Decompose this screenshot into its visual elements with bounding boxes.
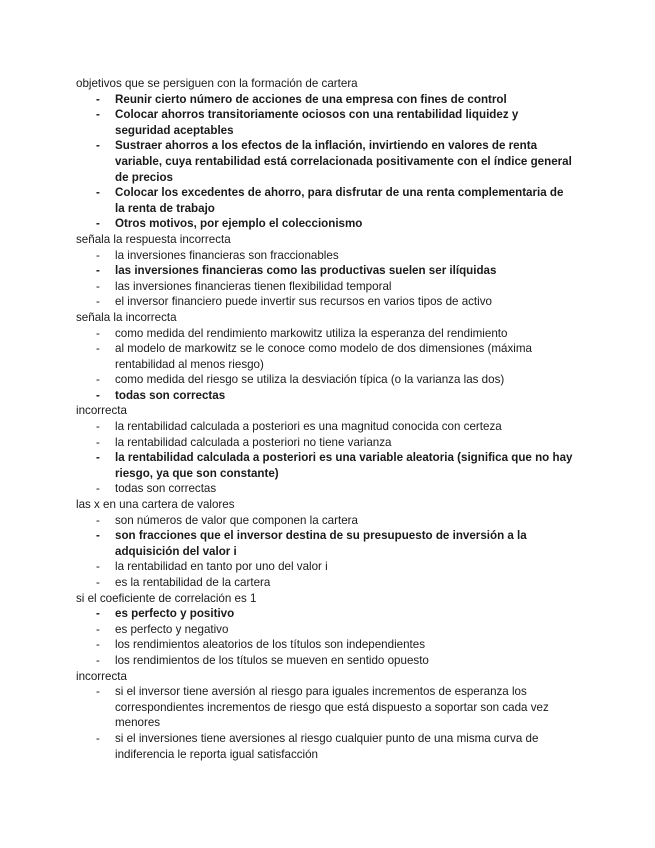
list-item-text: todas son correctas: [115, 482, 217, 496]
dash-bullet-icon: -: [96, 451, 100, 465]
list-item: [76, 248, 576, 264]
list-item: [76, 419, 576, 435]
dash-bullet-icon: -: [96, 435, 100, 449]
dash-bullet-icon: -: [96, 108, 100, 122]
dash-bullet-icon: -: [96, 607, 100, 621]
dash-bullet-icon: -: [96, 264, 100, 278]
list-item: [76, 513, 576, 529]
list-item-text: es perfecto y positivo: [115, 607, 235, 621]
list-item: [76, 294, 576, 310]
dash-bullet-icon: -: [96, 731, 100, 745]
dash-bullet-icon: -: [96, 513, 100, 527]
list-item-text: Reunir cierto número de acciones de una empresa con fines de control: [115, 92, 507, 106]
list-item-text: las inversiones financieras como las productivas suelen ser ilíquidas: [115, 264, 497, 278]
list-item-text: las inversiones financieras tienen flexibilidad temporal: [115, 279, 392, 293]
list-item-text: son fracciones que el inversor destina de su presupuesto de inversión a la adquisición del valor i: [115, 529, 527, 558]
answer-list: [76, 326, 576, 404]
list-item: [76, 622, 576, 638]
dash-bullet-icon: -: [96, 388, 100, 402]
answer-list: [76, 248, 576, 310]
dash-bullet-icon: -: [96, 186, 100, 200]
document-content: [76, 76, 576, 762]
dash-bullet-icon: -: [96, 373, 100, 387]
list-item-text: es la rentabilidad de la cartera: [115, 576, 271, 589]
section-heading: señala la respuesta incorrecta: [76, 232, 231, 246]
answer-list: [76, 419, 576, 497]
list-item: [76, 731, 576, 762]
section-heading: incorrecta: [76, 669, 127, 683]
list-item-selected-answer: [76, 185, 576, 216]
list-item-selected-answer: [76, 92, 576, 108]
list-item: [76, 575, 576, 591]
dash-bullet-icon: -: [96, 482, 100, 496]
list-item-text: Sustraer ahorros a los efectos de la inflación, invirtiendo en valores de renta variable, cuya rentabilidad está correlacionada positivamente con el índice general de precios: [115, 139, 572, 184]
list-item-text: al modelo de markowitz se le conoce como modelo de dos dimensiones (máxima rentabilidad al menos riesgo): [115, 342, 532, 371]
answer-list: [76, 606, 576, 668]
list-item-selected-answer: [76, 107, 576, 138]
answer-list: [76, 684, 576, 762]
list-item: [76, 559, 576, 575]
dash-bullet-icon: -: [96, 248, 100, 262]
dash-bullet-icon: -: [96, 295, 100, 309]
list-item-text: como medida del rendimiento markowitz utiliza la esperanza del rendimiento: [115, 326, 508, 340]
list-item-selected-answer: [76, 138, 576, 185]
list-item: [76, 279, 576, 295]
dash-bullet-icon: -: [96, 342, 100, 356]
section-heading: objetivos que se persiguen con la formación de cartera: [76, 77, 358, 90]
list-item-text: la rentabilidad en tanto por uno del valor i: [115, 560, 328, 574]
list-item: [76, 653, 576, 669]
dash-bullet-icon: -: [96, 92, 100, 106]
list-item-text: la rentabilidad calculada a posteriori es una magnitud conocida con certeza: [115, 420, 502, 434]
section-heading: incorrecta: [76, 404, 127, 418]
list-item-selected-answer: [76, 216, 576, 232]
dash-bullet-icon: -: [96, 653, 100, 667]
list-item: [76, 341, 576, 372]
list-item-selected-answer: [76, 263, 576, 279]
list-item-text: todas son correctas: [115, 388, 226, 402]
section-heading: si el coeficiente de correlación es 1: [76, 591, 257, 605]
list-item-text: como medida del riesgo se utiliza la desviación típica (o la varianza las dos): [115, 373, 505, 387]
list-item-selected-answer: [76, 450, 576, 481]
dash-bullet-icon: -: [96, 217, 100, 231]
list-item: [76, 326, 576, 342]
dash-bullet-icon: -: [96, 420, 100, 434]
list-item-text: si el inversiones tiene aversiones al riesgo cualquier punto de una misma curva de indiferencia le reporta igual satisfacción: [115, 731, 539, 761]
list-item-text: son números de valor que componen la cartera: [115, 513, 358, 527]
list-item-text: Colocar los excedentes de ahorro, para disfrutar de una renta complementaria de la renta de trabajo: [115, 186, 564, 215]
list-item-text: es perfecto y negativo: [115, 622, 229, 636]
list-item-selected-answer: [76, 388, 576, 404]
list-item-text: los rendimientos aleatorios de los títulos son independientes: [115, 638, 426, 652]
list-item-text: Colocar ahorros transitoriamente ociosos con una rentabilidad liquidez y seguridad aceptables: [115, 108, 519, 137]
list-item: [76, 481, 576, 497]
dash-bullet-icon: -: [96, 560, 100, 574]
list-item: [76, 372, 576, 388]
list-item-text: la rentabilidad calculada a posteriori no tiene varianza: [115, 435, 392, 449]
dash-bullet-icon: -: [96, 529, 100, 543]
dash-bullet-icon: -: [96, 638, 100, 652]
list-item-selected-answer: [76, 528, 576, 559]
list-item: [76, 684, 576, 731]
section-heading: las x en una cartera de valores: [76, 498, 235, 512]
list-item-text: la inversiones financieras son fraccionables: [115, 248, 339, 262]
list-item-text: si el inversor tiene aversión al riesgo para iguales incrementos de esperanza los correspondientes incrementos de riesgo que está dispuesto a soportar son cada vez menores: [115, 685, 549, 730]
dash-bullet-icon: -: [96, 279, 100, 293]
dash-bullet-icon: -: [96, 139, 100, 153]
list-item-text: la rentabilidad calculada a posteriori es una variable aleatoria (significa que no hay riesgo, ya que son constante): [115, 451, 573, 480]
answer-list: [76, 513, 576, 591]
dash-bullet-icon: -: [96, 685, 100, 699]
dash-bullet-icon: -: [96, 622, 100, 636]
section-heading: señala la incorrecta: [76, 310, 177, 324]
list-item-text: los rendimientos de los títulos se mueven en sentido opuesto: [115, 653, 429, 667]
dash-bullet-icon: -: [96, 576, 100, 589]
list-item: [76, 637, 576, 653]
list-item-selected-answer: [76, 606, 576, 622]
list-item: [76, 435, 576, 451]
list-item-text: Otros motivos, por ejemplo el coleccionismo: [115, 217, 363, 231]
answer-list: [76, 92, 576, 232]
list-item-text: el inversor financiero puede invertir sus recursos en varios tipos de activo: [115, 295, 492, 309]
dash-bullet-icon: -: [96, 326, 100, 340]
